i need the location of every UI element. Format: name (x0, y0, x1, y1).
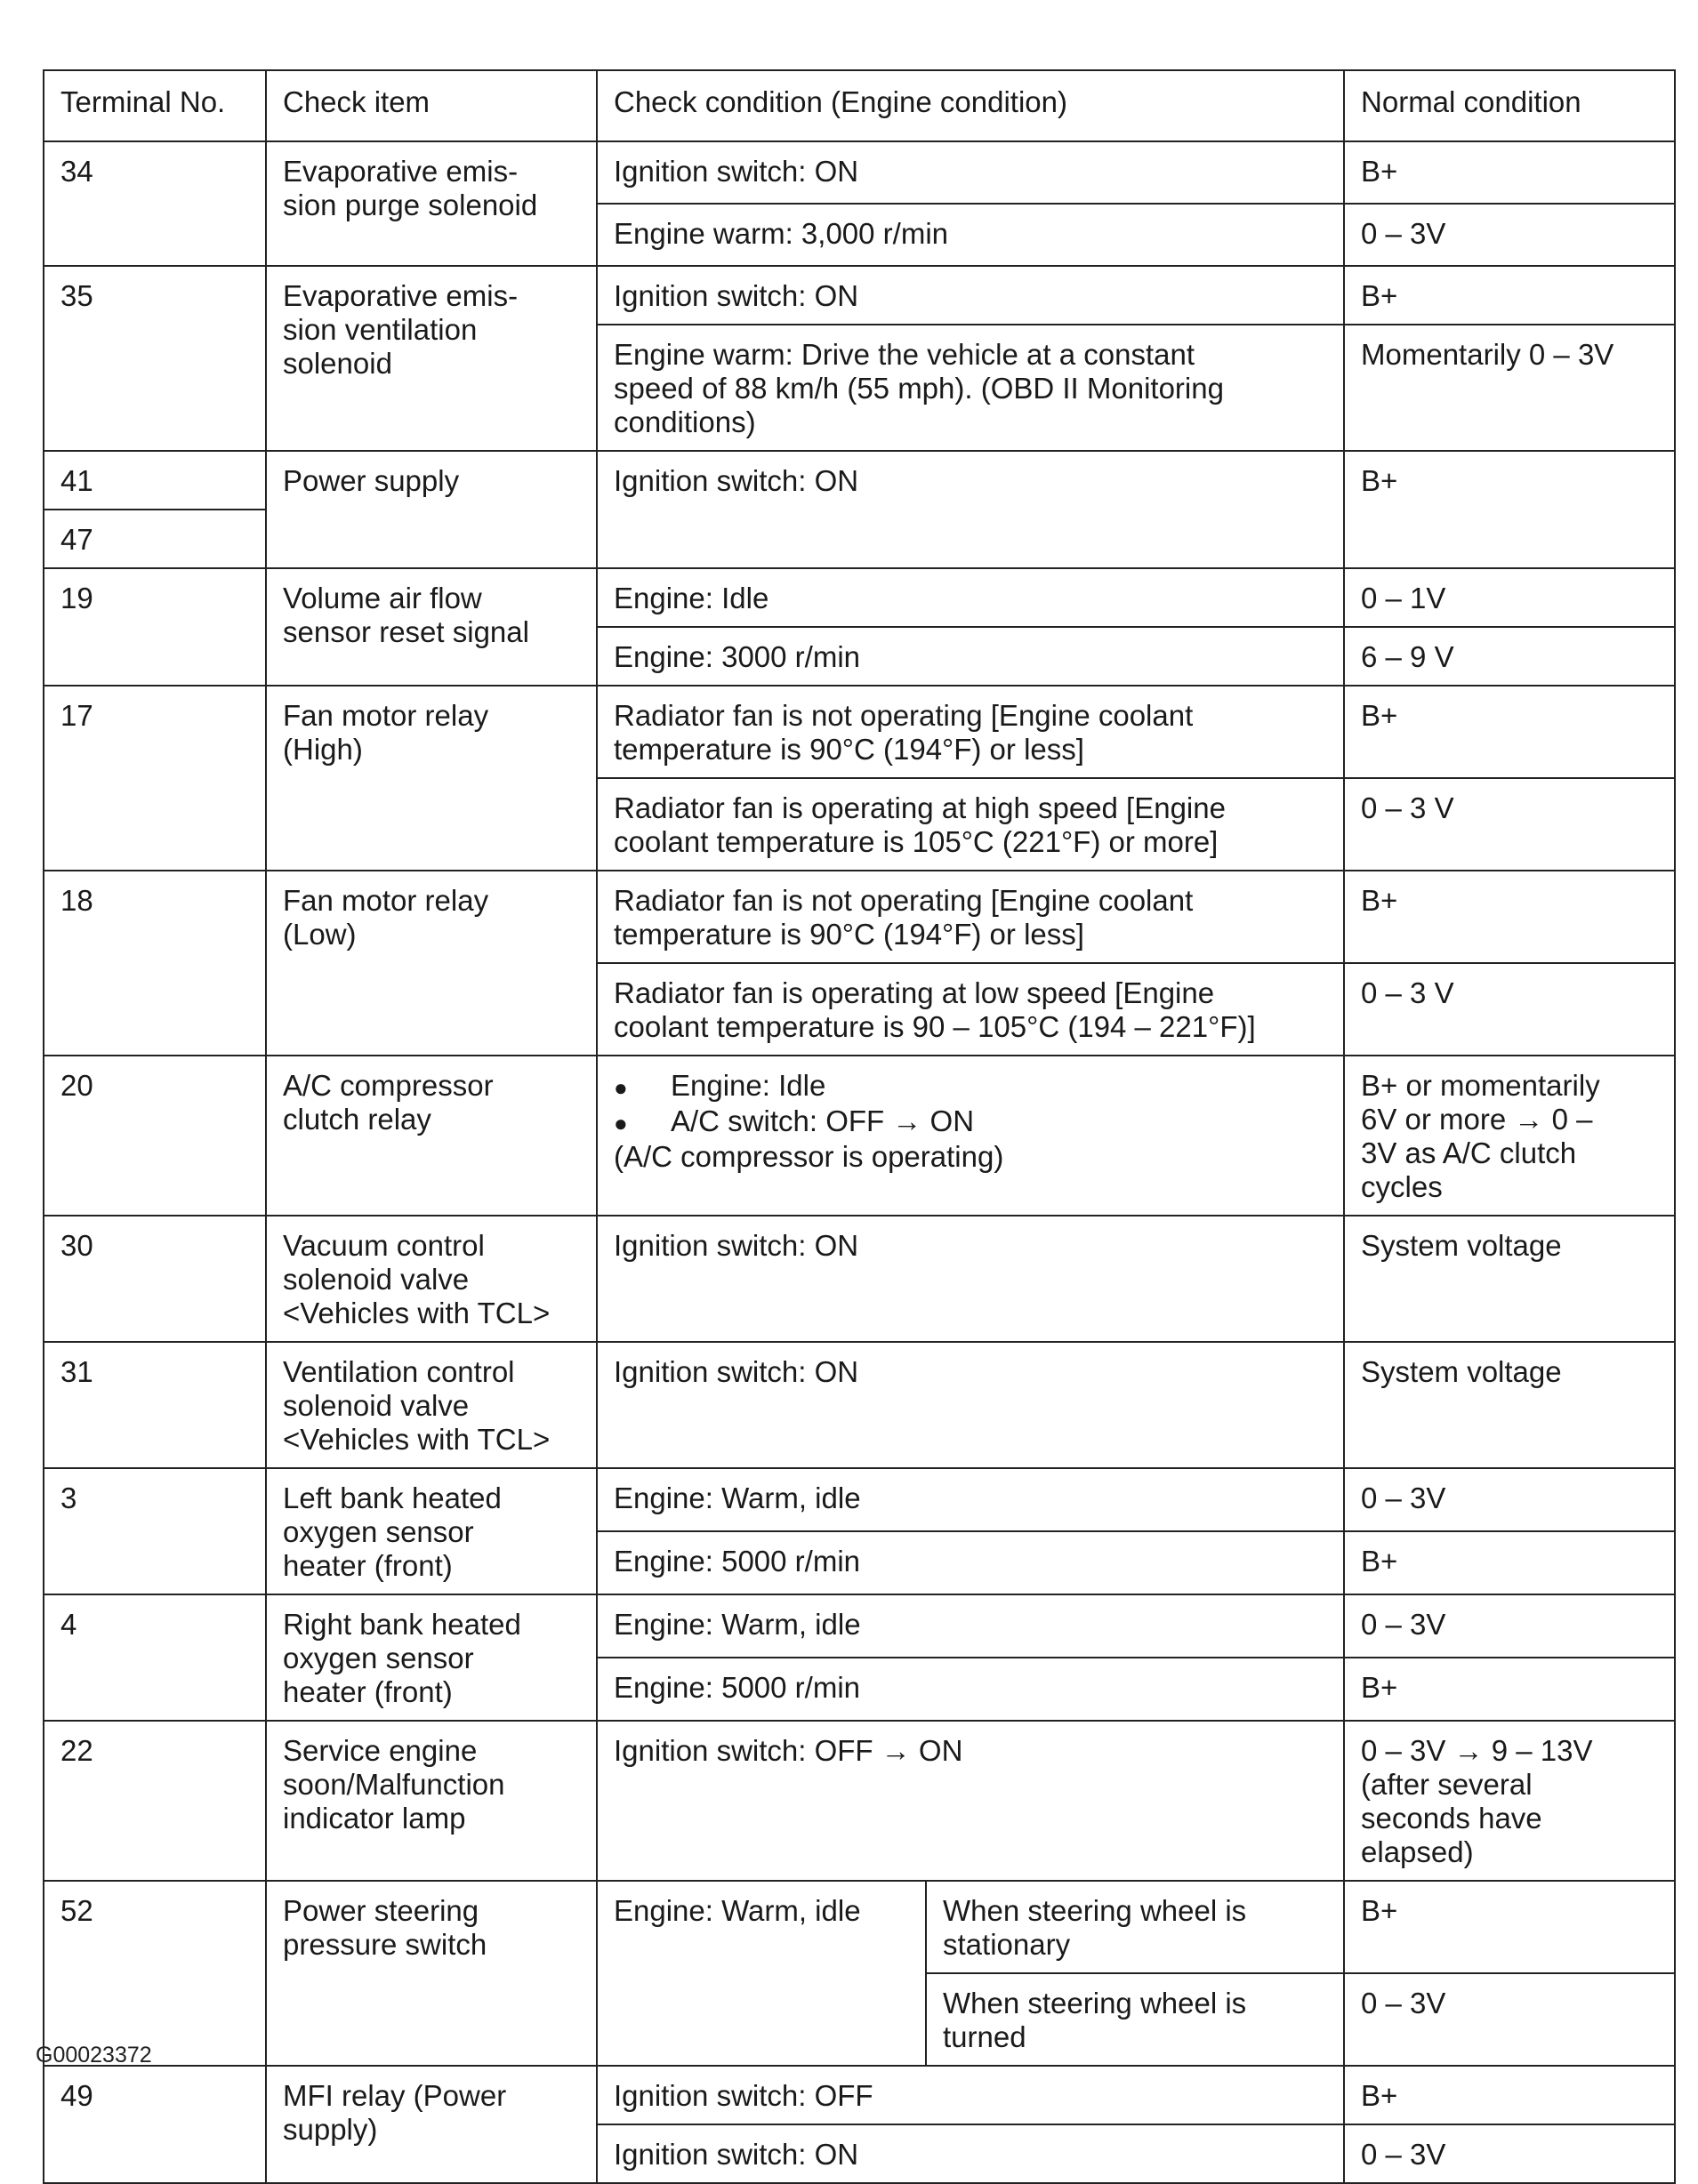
check-item-cell: Evaporative emis- sion purge solenoid (266, 141, 597, 266)
normal-cell: 6 – 9 V (1344, 627, 1675, 686)
check-item-cell: Vacuum control solenoid valve <Vehicles with TCL> (266, 1216, 597, 1342)
sub-condition-cell: When steering wheel is stationary (926, 1881, 1344, 1973)
table-row (44, 568, 1675, 627)
condition-cell: Ignition switch: ON (597, 451, 1344, 568)
terminal-cell: 47 (44, 510, 266, 568)
normal-cell: B+ (1344, 1881, 1675, 1973)
bullet-note: (A/C compressor is operating) (614, 1140, 1004, 1173)
header-check-condition: Check condition (Engine condition) (597, 70, 1344, 141)
check-item-cell: Volume air flow sensor reset signal (266, 568, 597, 686)
condition-cell: Ignition switch: OFF → ON (597, 1721, 1344, 1881)
condition-cell: Ignition switch: OFF (597, 2066, 1344, 2124)
condition-cell: Ignition switch: ON (597, 2124, 1344, 2183)
terminal-cell: 30 (44, 1216, 266, 1342)
table-row (44, 1342, 1675, 1468)
terminal-cell: 49 (44, 2066, 266, 2183)
table-row (44, 266, 1675, 325)
condition-cell: Engine: Warm, idle (597, 1468, 1344, 1531)
table-row (44, 1468, 1675, 1531)
header-check-item: Check item (266, 70, 597, 141)
table-row (44, 2066, 1675, 2124)
normal-cell: 0 – 3V → 9 – 13V (after several seconds have elapsed) (1344, 1721, 1675, 1881)
normal-cell: B+ (1344, 141, 1675, 204)
check-item-cell: Power supply (266, 451, 597, 568)
bullet-item: ● Engine: Idle (614, 1069, 1327, 1104)
terminal-cell: 31 (44, 1342, 266, 1468)
check-item-cell: Power steering pressure switch (266, 1881, 597, 2066)
normal-cell: B+ (1344, 2066, 1675, 2124)
terminal-cell: 34 (44, 141, 266, 266)
table-row (44, 686, 1675, 778)
table-row (44, 1056, 1675, 1216)
check-item-cell: Fan motor relay (High) (266, 686, 597, 871)
normal-cell: 0 – 3V (1344, 1594, 1675, 1658)
terminal-cell: 20 (44, 1056, 266, 1216)
header-row (44, 70, 1675, 141)
table-row (44, 871, 1675, 963)
normal-cell: B+ (1344, 1658, 1675, 1721)
terminal-check-table (43, 69, 1676, 2184)
condition-cell: Ignition switch: ON (597, 141, 1344, 204)
terminal-cell: 35 (44, 266, 266, 451)
normal-cell: B+ or momentarily 6V or more → 0 – 3V as A/C clutch cycles (1344, 1056, 1675, 1216)
normal-cell: System voltage (1344, 1342, 1675, 1468)
terminal-cell: 41 (44, 451, 266, 510)
terminal-cell: 22 (44, 1721, 266, 1881)
normal-cell: 0 – 3V (1344, 1973, 1675, 2066)
condition-cell (597, 1056, 1344, 1216)
condition-cell: Engine: 5000 r/min (597, 1658, 1344, 1721)
spec-document (43, 69, 1676, 2184)
normal-cell: 0 – 3 V (1344, 778, 1675, 871)
check-item-cell: Ventilation control solenoid valve <Vehicles with TCL> (266, 1342, 597, 1468)
terminal-cell: 4 (44, 1594, 266, 1721)
condition-cell: Engine warm: 3,000 r/min (597, 204, 1344, 266)
table-row (44, 1216, 1675, 1342)
check-item-cell: Service engine soon/Malfunction indicator lamp (266, 1721, 597, 1881)
normal-cell: Momentarily 0 – 3V (1344, 325, 1675, 451)
condition-cell: Ignition switch: ON (597, 1216, 1344, 1342)
figure-id: G00023372 (36, 2043, 152, 2068)
condition-cell: Engine: Warm, idle (597, 1594, 1344, 1658)
normal-cell: 0 – 3V (1344, 1468, 1675, 1531)
condition-cell: Radiator fan is operating at high speed [Engine coolant temperature is 105°C (221°F) or more] (597, 778, 1344, 871)
terminal-cell: 19 (44, 568, 266, 686)
normal-cell: 0 – 3 V (1344, 963, 1675, 1056)
condition-cell: Ignition switch: ON (597, 1342, 1344, 1468)
normal-cell: 0 – 3V (1344, 2124, 1675, 2183)
condition-cell: Engine: Idle (597, 568, 1344, 627)
normal-cell: B+ (1344, 871, 1675, 963)
condition-cell: Engine: Warm, idle (597, 1881, 926, 2066)
table-row (44, 1881, 1675, 1973)
terminal-cell: 17 (44, 686, 266, 871)
condition-cell: Ignition switch: ON (597, 266, 1344, 325)
condition-cell: Radiator fan is operating at low speed [Engine coolant temperature is 90 – 105°C (194 – 221°F)] (597, 963, 1344, 1056)
check-item-cell: Left bank heated oxygen sensor heater (front) (266, 1468, 597, 1594)
normal-cell: B+ (1344, 686, 1675, 778)
condition-cell: Engine: 3000 r/min (597, 627, 1344, 686)
table-row (44, 141, 1675, 204)
normal-cell: System voltage (1344, 1216, 1675, 1342)
condition-cell: Radiator fan is not operating [Engine coolant temperature is 90°C (194°F) or less] (597, 686, 1344, 778)
table-row (44, 1594, 1675, 1658)
normal-cell: 0 – 3V (1344, 204, 1675, 266)
check-item-cell: Fan motor relay (Low) (266, 871, 597, 1056)
normal-cell: B+ (1344, 451, 1675, 568)
terminal-cell: 52 (44, 1881, 266, 2066)
sub-condition-cell: When steering wheel is turned (926, 1973, 1344, 2066)
condition-cell: Radiator fan is not operating [Engine coolant temperature is 90°C (194°F) or less] (597, 871, 1344, 963)
bullet-item: ● A/C switch: OFF → ON (614, 1104, 1327, 1140)
check-item-cell: Evaporative emis- sion ventilation solenoid (266, 266, 597, 451)
check-item-cell: Right bank heated oxygen sensor heater (front) (266, 1594, 597, 1721)
header-terminal-no: Terminal No. (44, 70, 266, 141)
header-normal-condition: Normal condition (1344, 70, 1675, 141)
terminal-cell: 3 (44, 1468, 266, 1594)
table-row (44, 1721, 1675, 1881)
condition-cell: Engine warm: Drive the vehicle at a constant speed of 88 km/h (55 mph). (OBD II Monitoring conditions) (597, 325, 1344, 451)
normal-cell: 0 – 1V (1344, 568, 1675, 627)
table-row (44, 451, 1675, 510)
check-item-cell: MFI relay (Power supply) (266, 2066, 597, 2183)
check-item-cell: A/C compressor clutch relay (266, 1056, 597, 1216)
normal-cell: B+ (1344, 1531, 1675, 1594)
condition-cell: Engine: 5000 r/min (597, 1531, 1344, 1594)
terminal-cell: 18 (44, 871, 266, 1056)
normal-cell: B+ (1344, 266, 1675, 325)
